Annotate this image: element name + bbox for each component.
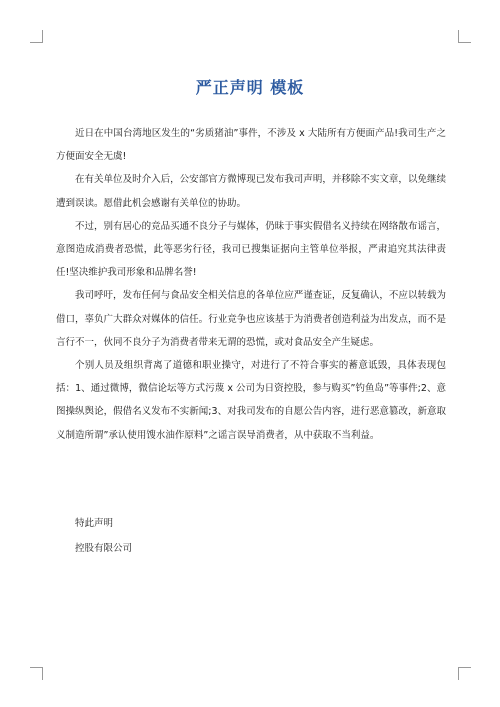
paragraph-1: 近日在中国台湾地区发生的“劣质猪油”事件，不涉及 x 大陆所有方便面产品!我司生产之方便面安全无虞! <box>56 128 446 163</box>
paragraph-2: 在有关单位及时介入后，公安部官方微博现已发布我司声明，并移除不实文章，以免继续遭到误读。愿借此机会感谢有关单位的协助。 <box>56 174 446 209</box>
crop-mark-bottom-right <box>458 667 471 680</box>
signature-company: 控股有限公司 <box>75 543 133 554</box>
paragraph-3: 不过，别有居心的竞品买通不良分子与媒体，仍昧于事实假借名义持续在网络散布谣言，意图造成消费者恐慌，此等恶劣行径，我司已搜集证据向主管单位举报，严肃追究其法律责任!坚决维护我司形象和品牌名誉! <box>56 220 446 279</box>
document-body <box>56 122 446 447</box>
crop-mark-bottom-left <box>30 667 43 680</box>
crop-mark-top-left <box>30 30 43 43</box>
closing-statement: 特此声明 <box>75 518 114 529</box>
document-title: 严正声明 模板 <box>195 77 305 97</box>
crop-mark-top-right <box>458 30 471 43</box>
paragraph-5: 个别人员及组织背离了道德和职业操守，对进行了不符合事实的蓄意诋毁，具体表现包括：1、通过微博，微信论坛等方式污蔑 x 公司为日资控股，参与购买”钓鱼岛”等事件;2、意图操纵舆论，假借名义发布不实新闻;3、对我司发布的自愿公告内容，进行恶意篡改，新意取义制造所谓”承认使用馊水油作原料”之谣言误导消费者，从中获取不当利益。 <box>56 360 446 441</box>
paragraph-4: 我司呼吁，发布任何与食品安全相关信息的各单位应严谨查证，反复确认，不应以转载为借口，辜负广大群众对媒体的信任。行业竞争也应该基于为消费者创造利益为出发点，而不是言行不一，伙同不良分子为消费者带来无谓的恐慌，或对食品安全产生疑虑。 <box>56 290 446 348</box>
